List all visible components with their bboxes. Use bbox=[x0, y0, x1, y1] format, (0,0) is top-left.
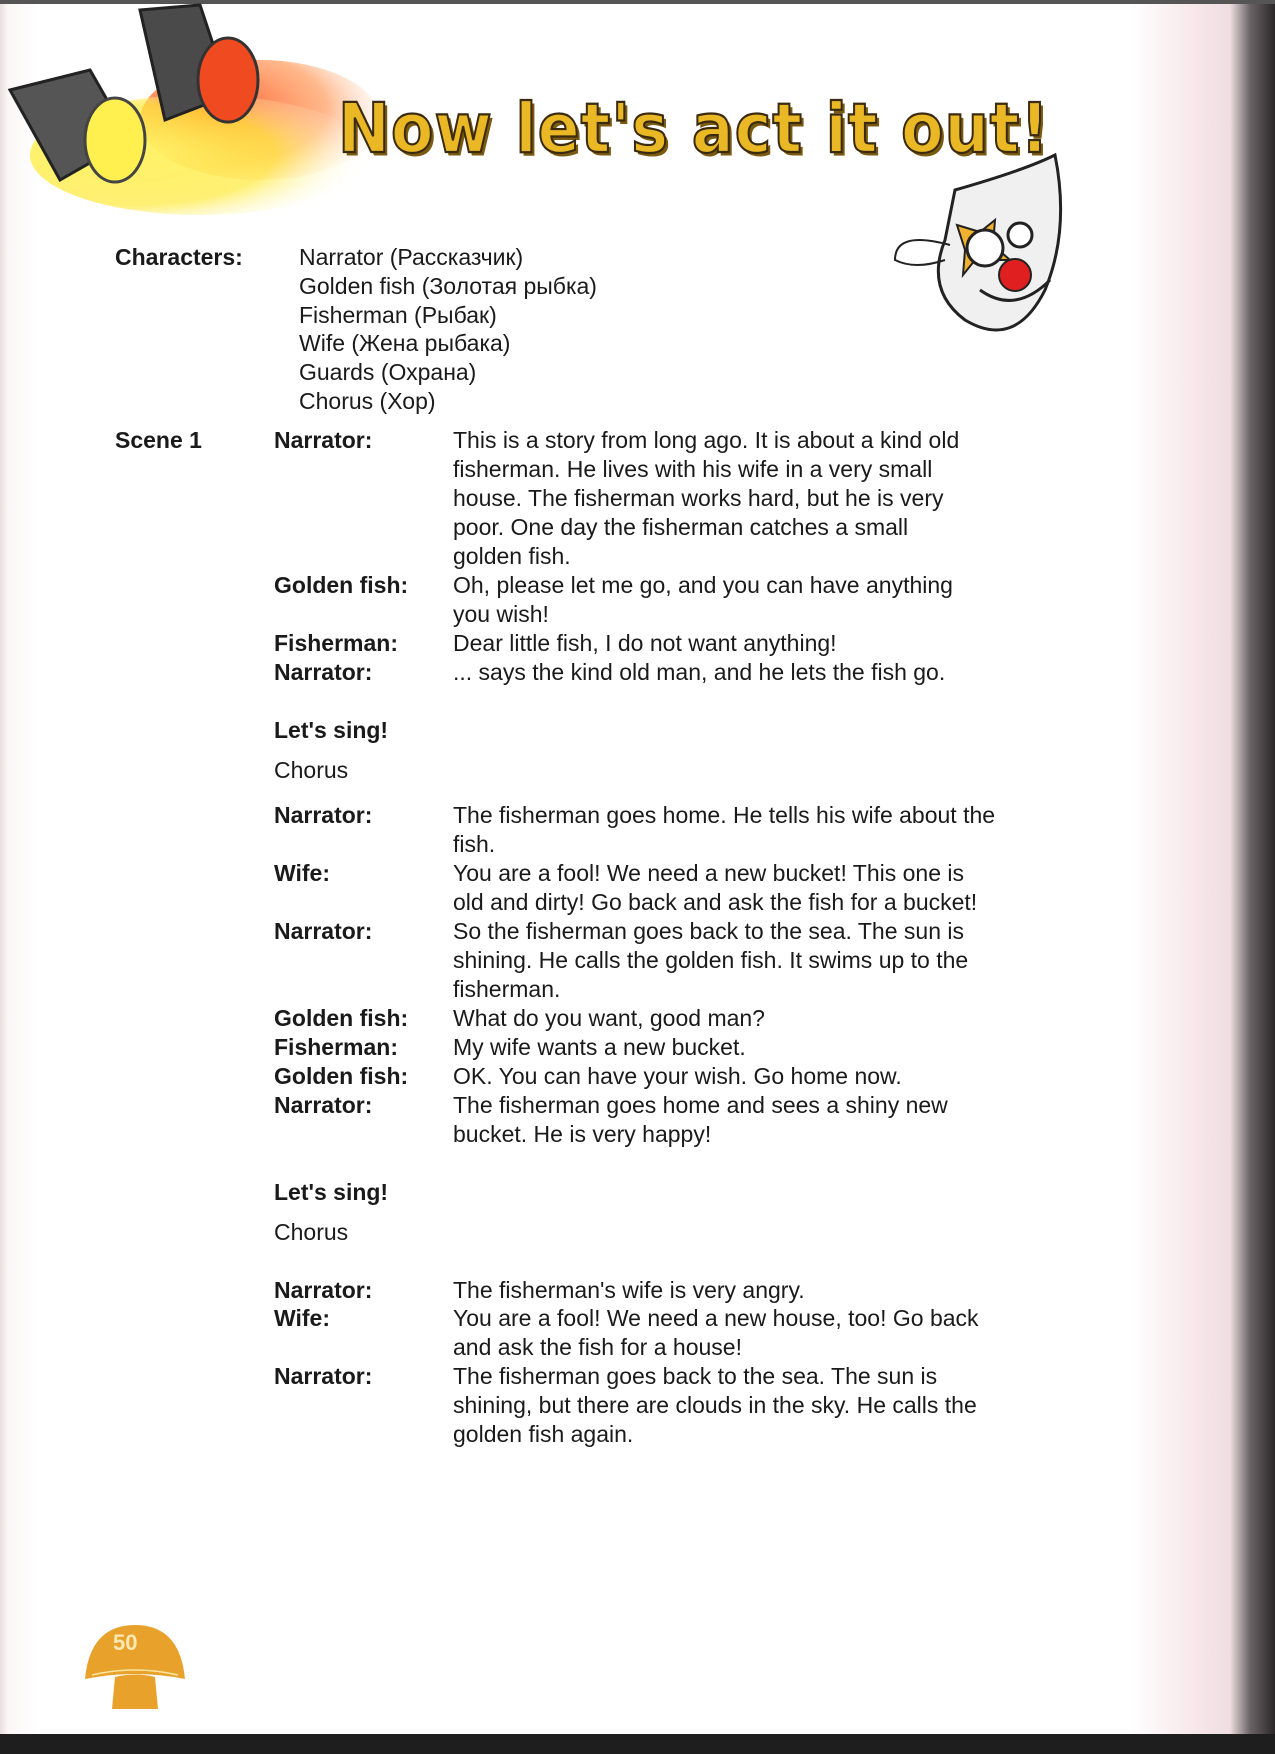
dialogue-line: old and dirty! Go back and ask the fish for a bucket! bbox=[453, 889, 978, 915]
page-title: Now let's act it out! bbox=[338, 88, 1050, 169]
speaker-name: Narrator: bbox=[274, 1363, 373, 1389]
speaker-name: Fisherman: bbox=[274, 630, 398, 656]
dialogue-line: Oh, please let me go, and you can have anything bbox=[453, 572, 953, 598]
dialogue-line: The fisherman goes back to the sea. The sun is bbox=[453, 1363, 938, 1389]
character-item: Guards (Охрана) bbox=[299, 359, 477, 386]
speaker-name: Golden fish: bbox=[274, 1005, 409, 1031]
dialogue-line: The fisherman goes home and sees a shiny new bbox=[453, 1092, 948, 1118]
page-number: 50 bbox=[113, 1630, 138, 1655]
scene-label: Scene 1 bbox=[115, 427, 202, 453]
character-item: Fisherman (Рыбак) bbox=[299, 301, 497, 328]
speaker-name: Narrator: bbox=[274, 918, 373, 944]
dialogue-line: The fisherman's wife is very angry. bbox=[453, 1277, 805, 1303]
speaker-name: Golden fish: bbox=[274, 1063, 409, 1089]
dialogue-line: My wife wants a new bucket. bbox=[453, 1034, 746, 1060]
dialogue-line: What do you want, good man? bbox=[453, 1005, 765, 1031]
character-item: Narrator (Рассказчик) bbox=[299, 244, 524, 270]
scan-bottom-edge bbox=[0, 1734, 1275, 1754]
song-heading: Let's sing! bbox=[274, 1179, 389, 1205]
character-item: Wife (Жена рыбака) bbox=[299, 330, 511, 357]
dialogue-line: fisherman. bbox=[453, 976, 561, 1002]
dialogue-line: golden fish again. bbox=[453, 1421, 634, 1447]
dialogue-line: You are a fool! We need a new bucket! This one is bbox=[453, 860, 965, 886]
dialogue-line: you wish! bbox=[453, 601, 549, 627]
speaker-name: Narrator: bbox=[274, 1092, 373, 1118]
speaker-name: Narrator: bbox=[274, 802, 373, 828]
dialogue-line: OK. You can have your wish. Go home now. bbox=[453, 1063, 902, 1089]
dialogue-line: house. The fisherman works hard, but he is very bbox=[453, 485, 944, 511]
chorus-label: Chorus bbox=[274, 1219, 349, 1245]
clown-mask-illustration bbox=[885, 150, 1095, 350]
dialogue-line: poor. One day the fisherman catches a small bbox=[453, 514, 909, 540]
dialogue-line: Dear little fish, I do not want anything! bbox=[453, 630, 837, 656]
character-item: Chorus (Хор) bbox=[299, 388, 436, 414]
speaker-name: Wife: bbox=[274, 860, 331, 886]
dialogue-line: So the fisherman goes back to the sea. The sun is bbox=[453, 918, 964, 944]
dialogue-line: You are a fool! We need a new house, too! Go back bbox=[453, 1305, 979, 1331]
dialogue-line: The fisherman goes home. He tells his wife about the bbox=[453, 802, 996, 828]
dialogue-line: and ask the fish for a house! bbox=[453, 1334, 742, 1360]
dialogue-line: ... says the kind old man, and he lets the fish go. bbox=[453, 659, 946, 685]
speaker-name: Narrator: bbox=[274, 427, 373, 453]
speaker-name: Fisherman: bbox=[274, 1034, 398, 1060]
dialogue-line: bucket. He is very happy! bbox=[453, 1121, 712, 1147]
song-heading: Let's sing! bbox=[274, 717, 389, 743]
dialogue-line: fisherman. He lives with his wife in a very small bbox=[453, 456, 933, 482]
speaker-name: Narrator: bbox=[274, 1277, 373, 1303]
characters-label: Characters: bbox=[115, 244, 243, 270]
speaker-name: Golden fish: bbox=[274, 572, 409, 598]
speaker-name: Wife: bbox=[274, 1305, 331, 1331]
dialogue-line: shining. He calls the golden fish. It swims up to the bbox=[453, 947, 969, 973]
chorus-label: Chorus bbox=[274, 757, 349, 783]
dialogue-line: This is a story from long ago. It is about a kind old bbox=[453, 427, 960, 453]
dialogue-line: fish. bbox=[453, 831, 496, 857]
character-item: Golden fish (Золотая рыбка) bbox=[299, 272, 597, 299]
dialogue-line: shining, but there are clouds in the sky. He calls the bbox=[453, 1392, 977, 1418]
dialogue-line: golden fish. bbox=[453, 543, 571, 569]
speaker-name: Narrator: bbox=[274, 659, 373, 685]
